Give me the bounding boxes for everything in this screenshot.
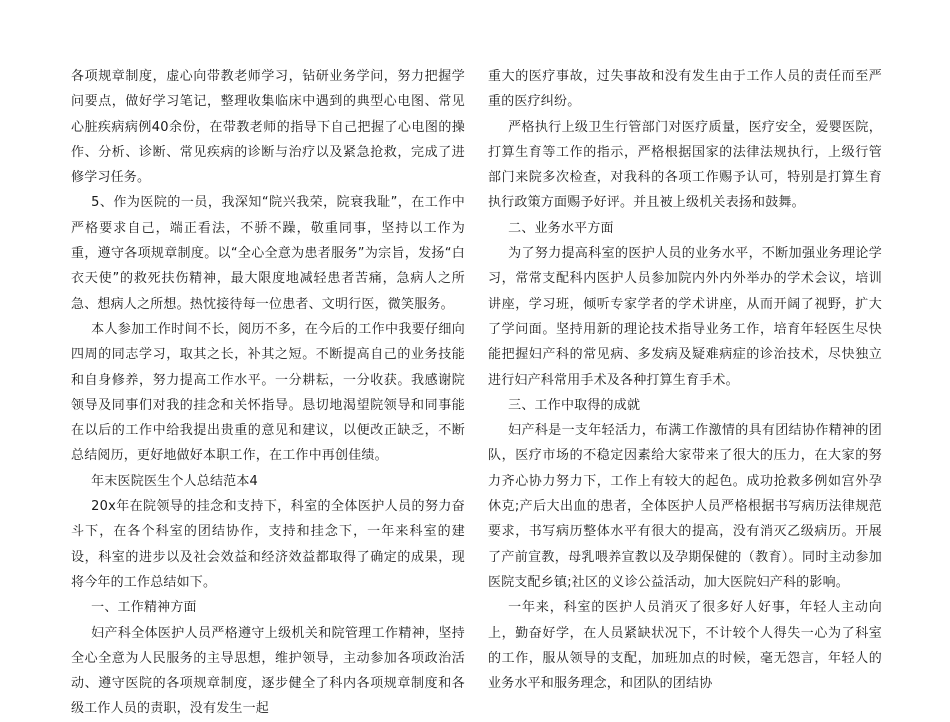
paragraph-intro: 20x年在院领导的挂念和支持下，科室的全体医护人员的努力奋斗下，在各个科室的团结协作，支持和挂念下，一年来科室的建设，科室的进步以及社会效益和经济效益都取得了确定的成果，现将今年的工作总结如下。 [71,499,465,590]
section-title: 年末医院医生个人总结范本4 [91,473,259,489]
paragraph-study-continuation: 各项规章制度，虚心向带教老师学习，钻研业务学问，努力把握学问要点，做好学习笔记，整理收集临床中遇到的典型心电图、常见心脏疾病病例40余份，在带教老师的指导下自己把握了心电图的操作、分析、诊断、常见疾病的诊断与治疗以及紧急抢救，完成了进修学习任务。 [71,69,465,186]
paragraph-strict-execution: 严格执行上级卫生行管部门对医疗质量，医疗安全，爱婴医院，打算生育等工作的指示，严格根据国家的法律法规执行，上级行管部门来院多次检查，对我科的各项工作赐予认可，特别是打算生育执行政策方面赐予好评。并且被上级机关表扬和鼓舞。 [488,119,882,211]
right-column [488,64,882,696]
paragraph-year-summary: 一年来，科室的医护人员消灭了很多好人好事，年轻人主动向上，勤奋好学，在人员紧缺状况下，不计较个人得失一心为了科室的工作，服从领导的支配，加班加点的时候，毫无怨言，年轻人的业务水平和服务理念，和团队的团结协 [488,600,882,692]
left-column [71,64,465,722]
paragraph-item-5: 5、作为医院的一员，我深知“院兴我荣，院衰我耻”，在工作中严格要求自己，端正看法，不骄不躁，敬重同事，坚持以工作为重，遵守各项规章制度。以“全心全意为患者服务”为宗旨，发扬“白衣天使”的救死扶伤精神，最大限度地减轻患者苦痛，急病人之所急、想病人之所想。热忱接待每一位患者、文明行医，微笑服务。 [71,195,465,312]
paragraph-achievements: 妇产科是一支年轻活力，布满工作激情的具有团结协作精神的团队，医疗市场的不稳定因素给大家带来了很大的压力，在大家的努力齐心协力努力下，工作上有较大的起色。成功抢救多例如宫外孕休克;产后大出血的患者，全体医护人员严格根据书写病历法律规范要求，书写病历整体水平有很大的提高，没有消灭乙级病历。开展了产前宣教，母乳喂养宣教以及孕期保健的（教育）。同时主动参加医院支配乡镇;社区的义诊公益活动，加大医院妇产科的影响。 [488,423,882,590]
paragraph-conclusion: 本人参加工作时间不长，阅历不多，在今后的工作中我要仔细向四周的同志学习，取其之长，补其之短。不断提高自己的业务技能和自身修养，努力提高工作水平。一分耕耘，一分收获。我感谢院领导及同事们对我的挂念和关怀指导。恳切地渴望院领导和同事能在以后的工作中给我提出贵重的意见和建议，以便改正缺乏，不断总结阅历，更好地做好本职工作，在工作中再创佳绩。 [71,321,465,464]
paragraph-business-level: 为了努力提高科室的医护人员的业务水平，不断加强业务理论学习，常常支配科内医护人员参加院内外内外举办的学术会议，培训讲座，学习班，倾听专家学者的学术讲座，从而开阔了视野，扩大了学问面。坚持用新的理论技术指导业务工作，培育年轻医生尽快能把握妇产科的常见病、多发病及疑难病症的诊治技术，尽快独立进行妇产科常用手术及各种打算生育手术。 [488,246,882,388]
heading-achievements: 三、工作中取得的成就 [508,397,641,413]
paragraph-work-spirit-continuation: 重大的医疗事故，过失事故和没有发生由于工作人员的责任而至严重的医疗纠纷。 [488,69,882,110]
heading-business-level: 二、业务水平方面 [508,220,614,236]
paragraph-work-spirit: 妇产科全体医护人员严格遵守上级机关和院管理工作精神，坚持全心全意为人民服务的主导思想，维护领导，主动参加各项政治活动、遵守医院的各项规章制度，逐步健全了科内各项规章制度和各级工作人员的责职，没有发生一起 [71,625,465,717]
heading-work-spirit: 一、工作精神方面 [91,600,197,616]
